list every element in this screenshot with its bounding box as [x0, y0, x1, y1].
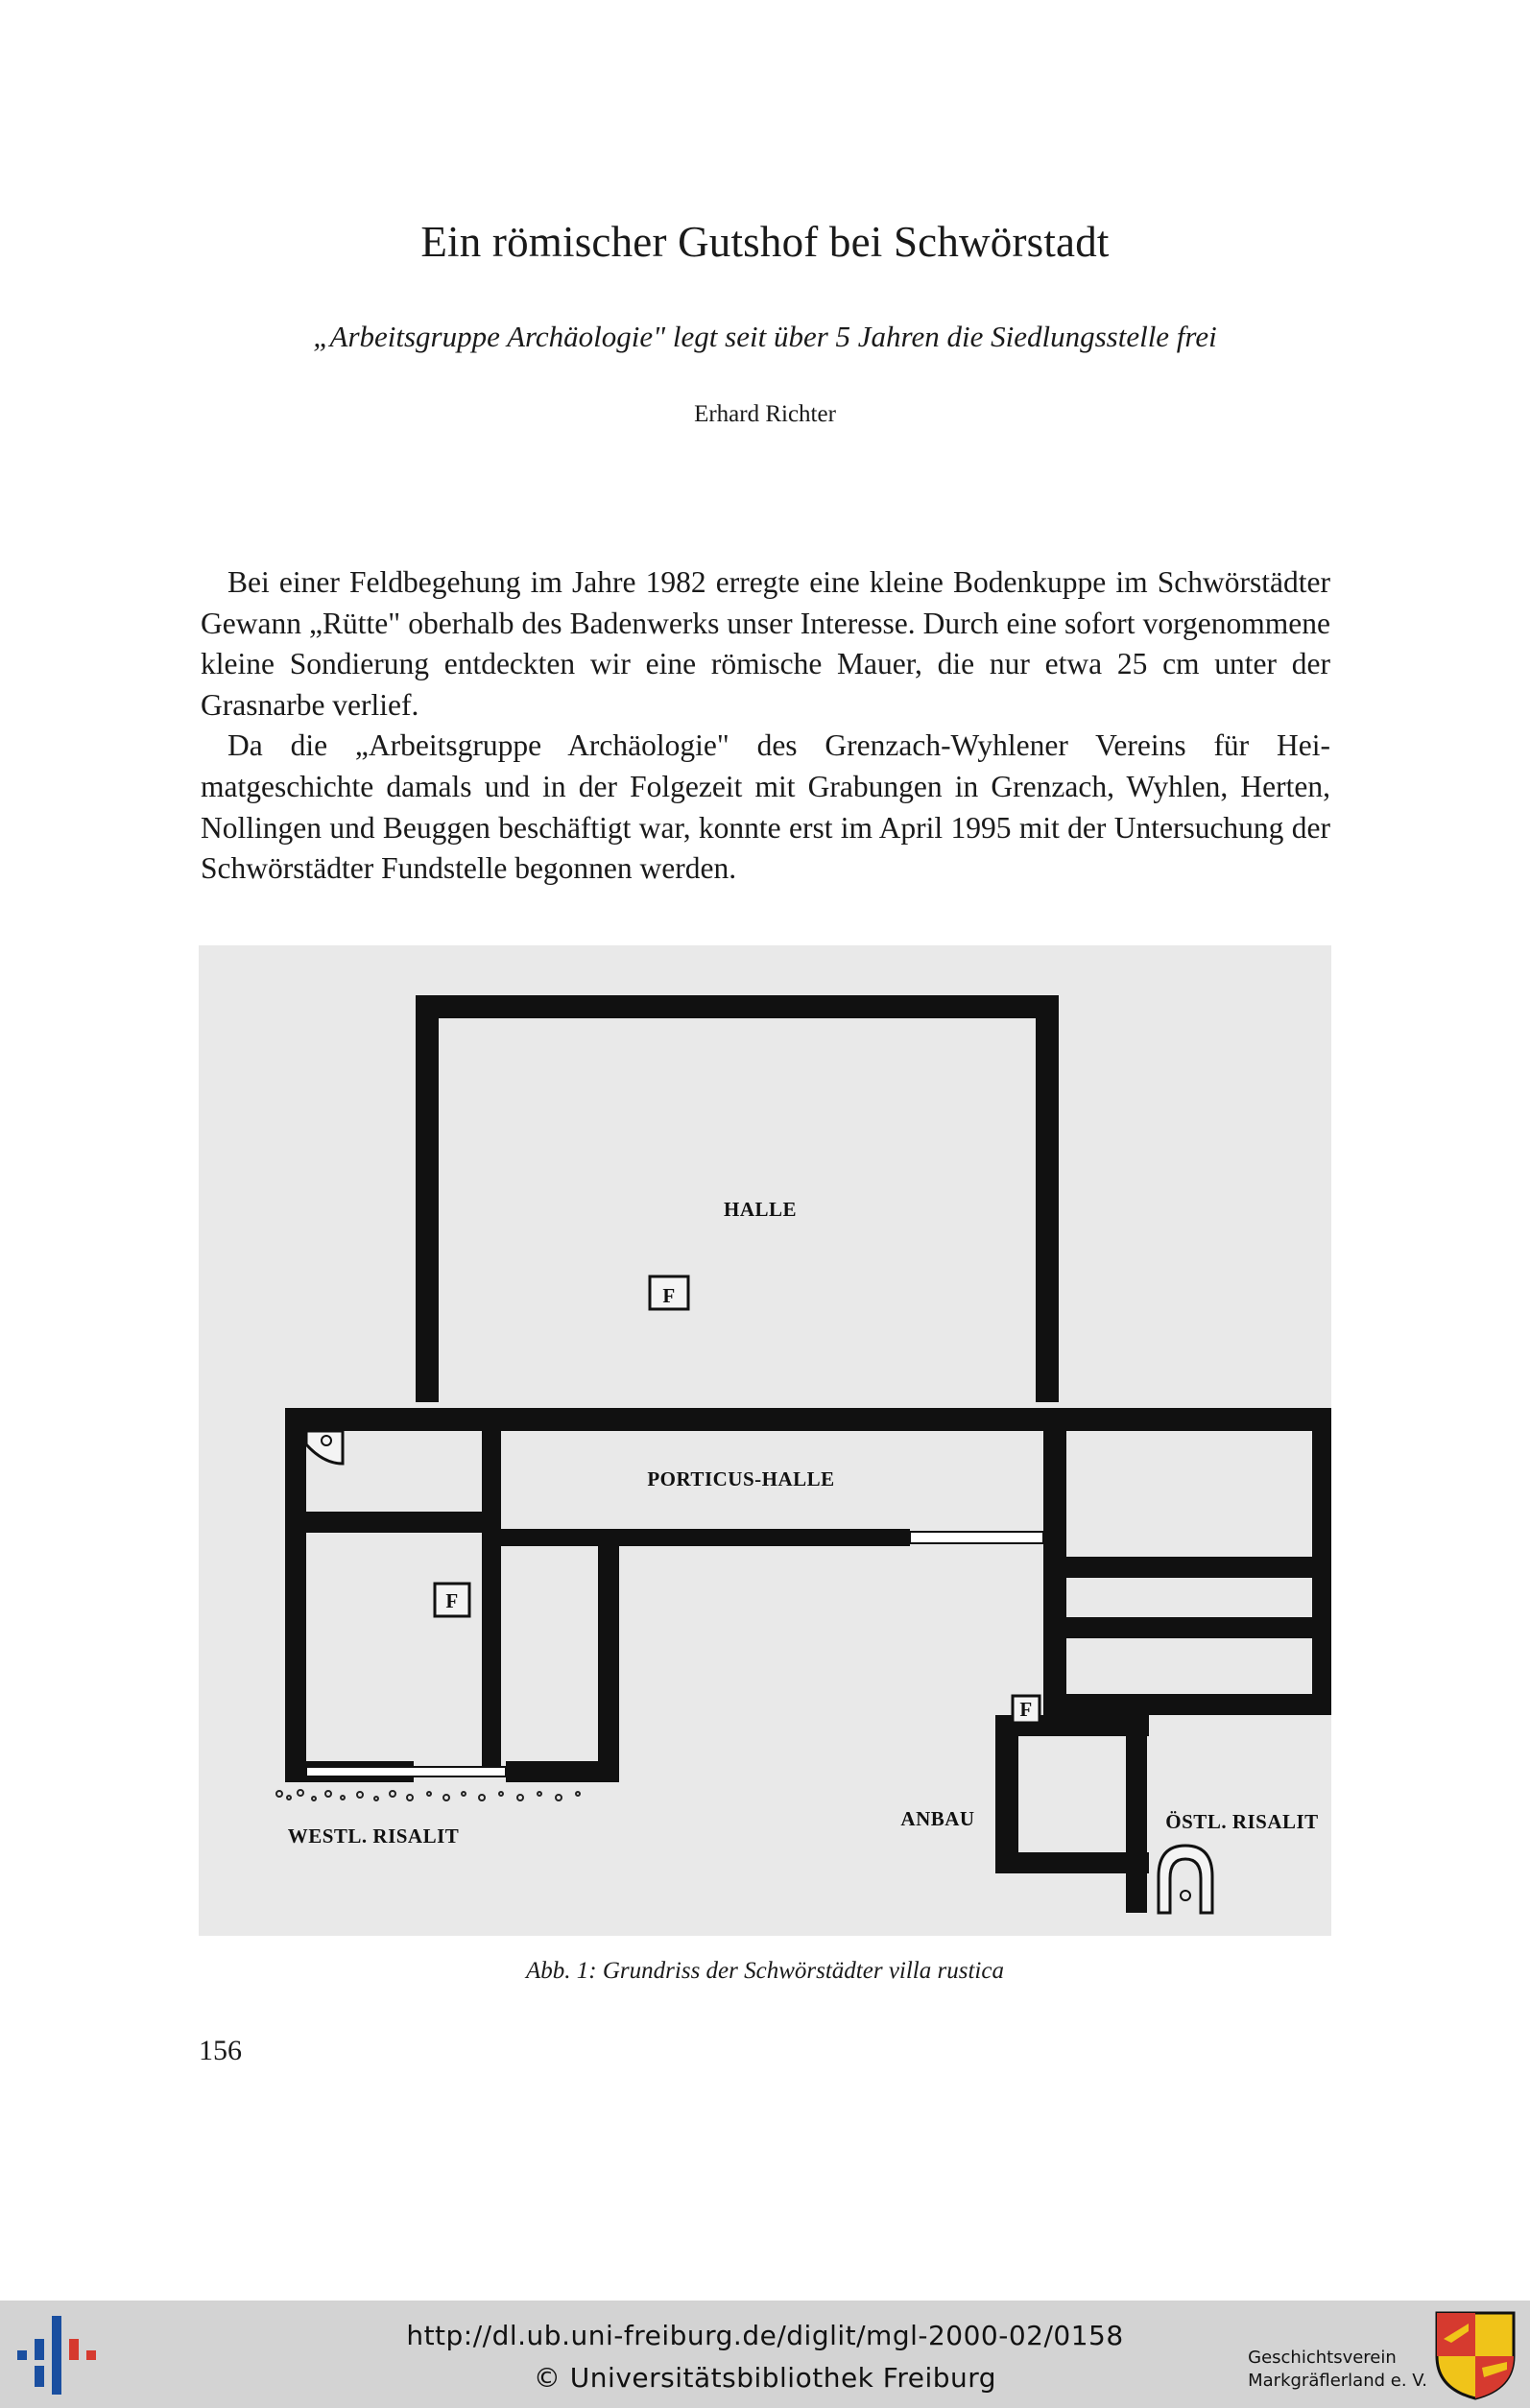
- floor-plan-figure: [199, 945, 1331, 1936]
- corner-structure: [306, 1431, 343, 1464]
- crest-icon: [1434, 2310, 1517, 2400]
- wall: [482, 1408, 501, 1773]
- label-porticus-halle: PORTICUS-HALLE: [647, 1467, 835, 1490]
- rubble-dots: [276, 1790, 580, 1800]
- org-name-line-1: Geschichtsverein: [1248, 2348, 1397, 2368]
- page-number: 156: [199, 2035, 242, 2066]
- floor-plan-drawing: [199, 945, 1331, 1936]
- paragraph-2: Da die „Arbeitsgruppe Archäologie" des Grenzach-Wyhlener Vereins für Heimatgeschichte damals und in der Folgezeit mit Grabungen in Grenzach, Wyhlen, Herten, Nollingen und Beuggen beschäftigt war, konnte erst im April 1995 mit der Untersuchung der Schwörstädter Fundstelle begonnen werden.: [201, 728, 1330, 886]
- wall: [416, 995, 1057, 1018]
- article-title: Ein römischer Gutshof bei Schwörstadt: [420, 218, 1110, 266]
- wall: [995, 1715, 1018, 1873]
- org-name-line-2: Markgräflerland e. V.: [1248, 2371, 1427, 2391]
- wall: [506, 1761, 619, 1782]
- label-westl-risalit: WESTL. RISALIT: [287, 1824, 460, 1848]
- copyright-text: © Universitätsbibliothek Freiburg: [533, 2362, 997, 2394]
- hearth-marker: [435, 1584, 469, 1616]
- wall: [1043, 1694, 1331, 1715]
- org-name: [1248, 2347, 1427, 2393]
- gap-segment: [306, 1767, 506, 1776]
- svg-text:F: F: [445, 1589, 459, 1612]
- body-text: [201, 562, 1330, 890]
- footer-bar: [0, 2301, 1530, 2408]
- wall: [285, 1408, 1328, 1431]
- wall: [285, 1408, 306, 1782]
- hearth-marker: [650, 1276, 688, 1309]
- wall: [598, 1529, 619, 1780]
- label-oestl-risalit: ÖSTL. RISALIT: [1165, 1810, 1319, 1833]
- wall: [1036, 995, 1059, 1402]
- wall: [285, 1512, 496, 1533]
- svg-text:F: F: [1019, 1698, 1033, 1721]
- figure-caption: Abb. 1: Grundriss der Schwörstädter villa rustica: [526, 1958, 1004, 1984]
- author-name: Erhard Richter: [694, 401, 836, 427]
- label-halle: HALLE: [723, 1198, 798, 1221]
- label-anbau: ANBAU: [900, 1807, 975, 1830]
- wall: [1043, 1557, 1331, 1578]
- gap-segment: [910, 1532, 1043, 1543]
- paragraph-1: Bei einer Feldbegehung im Jahre 1982 erregte eine kleine Bodenkuppe im Schwörstädter Gewann „Rütte" oberhalb des Badenwerks unser Interesse. Durch eine sofort vorgenommene kleine Sondierung entdeckten wir eine römische Mauer, die nur etwa 25 cm unter der Grasnarbe verlief.: [201, 565, 1330, 722]
- article-subtitle: „Arbeitsgruppe Archäologie" legt seit über 5 Jahren die Siedlungsstelle frei: [313, 320, 1217, 353]
- svg-text:F: F: [662, 1284, 676, 1307]
- wall: [1043, 1540, 1064, 1732]
- arch-structure: [1159, 1846, 1212, 1913]
- wall: [1126, 1715, 1147, 1913]
- hearth-marker: [1013, 1696, 1040, 1723]
- wall: [1043, 1617, 1331, 1638]
- wall: [482, 1529, 910, 1546]
- document-url-link[interactable]: http://dl.ub.uni-freiburg.de/diglit/mgl-2000-02/0158: [406, 2320, 1124, 2351]
- wall: [416, 995, 439, 1402]
